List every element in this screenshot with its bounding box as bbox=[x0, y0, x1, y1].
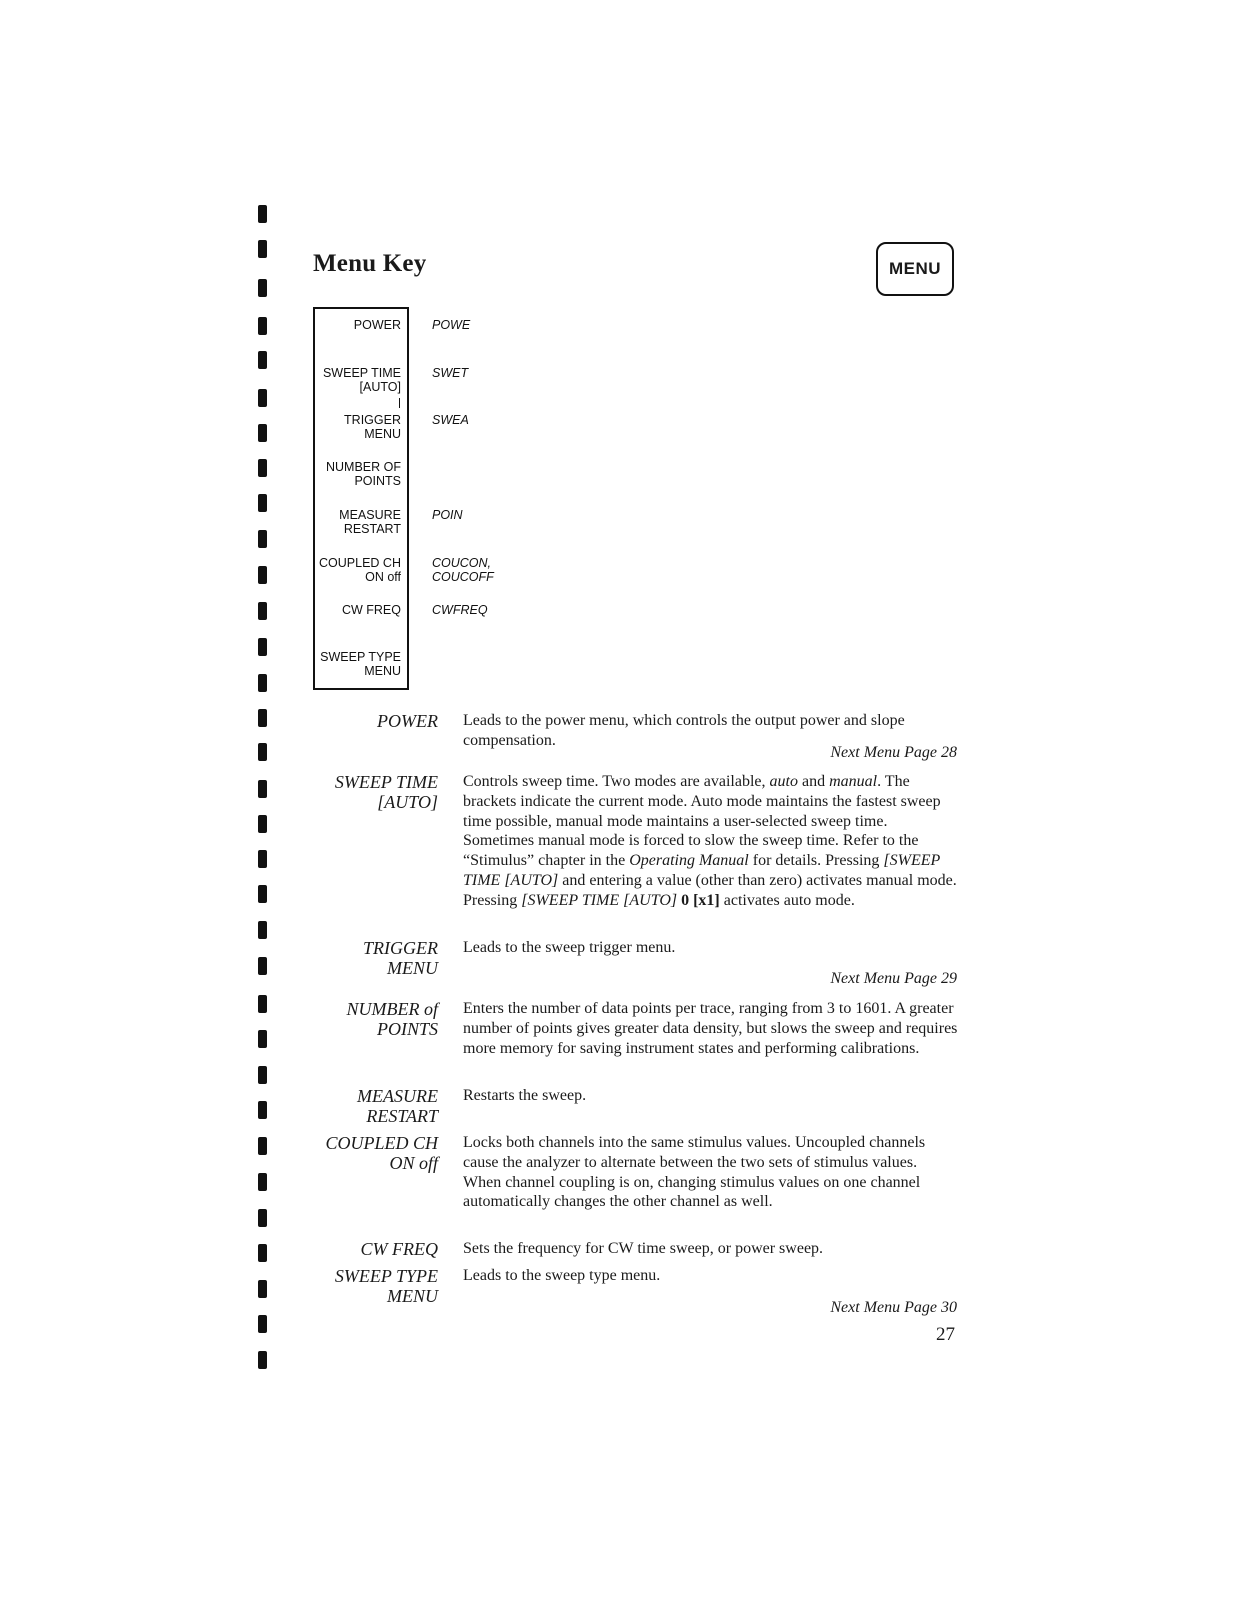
term-coupled: COUPLED CH ON off bbox=[325, 1133, 438, 1173]
desc-power: Leads to the power menu, which controls the output power and slope compensation. bbox=[463, 712, 905, 749]
softkey-sweep-time: SWEEP TIME [AUTO] bbox=[322, 366, 401, 394]
next-menu-page: Next Menu Page 29 bbox=[830, 970, 957, 987]
term-power: POWER bbox=[377, 711, 438, 731]
desc-trigger: Leads to the sweep trigger menu. bbox=[463, 939, 676, 956]
menu-key-icon bbox=[876, 242, 954, 296]
term-restart: MEASURE RESTART bbox=[357, 1086, 438, 1126]
softkey-restart: MEASURE RESTART bbox=[339, 508, 401, 536]
term-sweep-time: SWEEP TIME [AUTO] bbox=[334, 772, 438, 812]
softkey-sweeptype: SWEEP TYPE MENU bbox=[320, 650, 401, 678]
page-title: Menu Key bbox=[313, 250, 427, 277]
softkey-power: POWER bbox=[353, 318, 401, 332]
term-sweeptype: SWEEP TYPE MENU bbox=[334, 1266, 438, 1306]
term-cwfreq: CW FREQ bbox=[360, 1239, 438, 1259]
mnemonic: POIN bbox=[432, 508, 463, 522]
softkey-panel bbox=[313, 307, 409, 690]
term-trigger: TRIGGER MENU bbox=[363, 938, 438, 978]
mnemonic: CWFREQ bbox=[432, 603, 488, 617]
mnemonic: SWET bbox=[432, 366, 469, 380]
desc-coupled: Locks both channels into the same stimulus values. Uncoupled channels cause the analyzer to alternate between the two sets of stimulus values. When channel coupling is on, changing stimulus values on one channel automatically changes the other channel as well. bbox=[463, 1134, 926, 1211]
softkey-cwfreq: CW FREQ bbox=[341, 603, 401, 617]
softkey-coupled: COUPLED CH ON off bbox=[319, 556, 401, 584]
desc-cwfreq: Sets the frequency for CW time sweep, or power sweep. bbox=[463, 1240, 824, 1257]
desc-sweeptype: Leads to the sweep type menu. bbox=[463, 1267, 661, 1284]
softkey-trigger: TRIGGER MENU bbox=[344, 413, 401, 441]
softkey-divider-tick bbox=[399, 398, 400, 408]
desc-points: Enters the number of data points per trace, ranging from 3 to 1601. A greater number of points gives greater data density, but slows the sweep and requires more memory for saving instrument states and performing calibrations. bbox=[463, 1000, 958, 1057]
term-points: NUMBER of POINTS bbox=[346, 999, 438, 1039]
next-menu-page: Next Menu Page 30 bbox=[830, 1299, 957, 1316]
next-menu-page: Next Menu Page 28 bbox=[830, 744, 957, 761]
softkey-points: NUMBER OF POINTS bbox=[326, 460, 401, 488]
mnemonic: POWE bbox=[432, 318, 471, 332]
menu-key-label: MENU bbox=[888, 259, 942, 278]
mnemonic: COUCON, COUCOFF bbox=[432, 556, 494, 584]
mnemonic: SWEA bbox=[432, 413, 469, 427]
page-number: 27 bbox=[936, 1324, 955, 1345]
desc-sweep-time: Controls sweep time. Two modes are available, auto and manual. The brackets indicate the current mode. Auto mode maintains the fastest sweep time possible, manual mode maintains a user-selected sweep time. Sometimes manual mode is forced to slow the sweep time. Refer to the “Stimulus” chapter in the Operating Manual for details. Pressing [SWEEP TIME [AUTO] and entering a value (other than zero) activates manual mode. Pressing [SWEEP TIME [AUTO] 0 [x1] activates auto mode. bbox=[463, 773, 957, 909]
desc-restart: Restarts the sweep. bbox=[463, 1087, 587, 1104]
